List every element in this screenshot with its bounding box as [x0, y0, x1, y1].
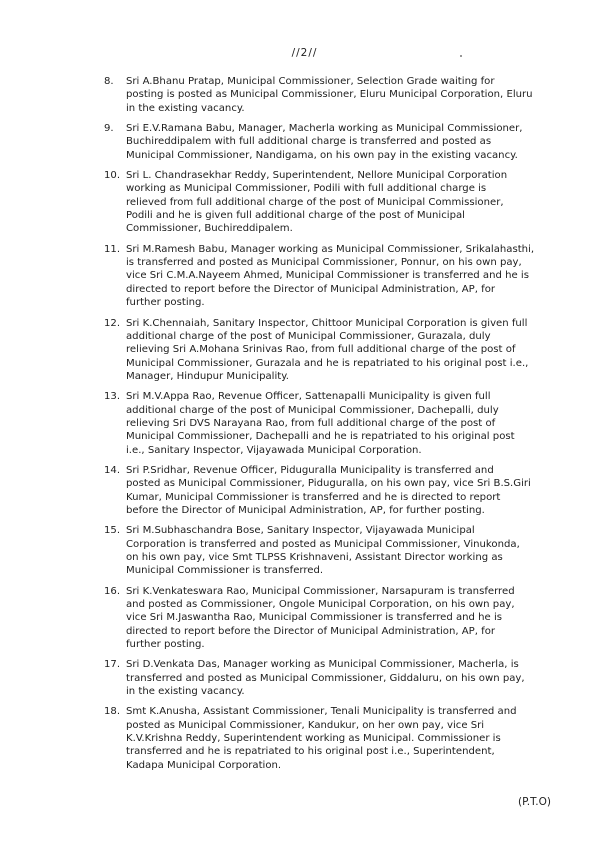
order-item	[0, 464, 609, 517]
item-text: Sri E.V.Ramana Babu, Manager, Macherla working as Municipal Commissioner, Buchireddipalem with full additional charge is transferred and posted as Municipal Commissioner, Nandigama, on his own pay in the existing vacancy.	[126, 123, 523, 161]
item-number: 11.	[104, 243, 121, 255]
item-text: Sri L. Chandrasekhar Reddy, Superintendent, Nellore Municipal Corporation working as Municipal Commissioner, Podili with full additional charge is relieved from full additional charge of the post of Municipal Commissioner, Podili and he is given full additional charge of the post of Municipal Commissioner, Buchireddipalem.	[126, 170, 508, 235]
item-text: Sri K.Chennaiah, Sanitary Inspector, Chittoor Municipal Corporation is given full additional charge of the post of Municipal Commissioner, Gurazala, duly relieving Sri A.Mohana Srinivas Rao, from full additional charge of the post of Municipal Commissioner, Gurazala and he is repatriated to his original post i.e., Manager, Hindupur Municipality.	[126, 317, 529, 382]
order-item	[0, 390, 609, 457]
item-text: Smt K.Anusha, Assistant Commissioner, Tenali Municipality is transferred and posted as Municipal Commissioner, Kandukur, on her own pay, vice Sri K.V.Krishna Reddy, Superintendent working as Municipal. Commissioner is transferred and he is repatriated to his original post i.e., Superintendent, Kadapa Municipal Corporation.	[126, 706, 517, 771]
page-number: //2//	[291, 47, 318, 59]
scan-speck	[460, 55, 462, 57]
item-text: Sri K.Venkateswara Rao, Municipal Commissioner, Narsapuram is transferred and posted as Commissioner, Ongole Municipal Corporation, on his own pay, vice Sri M.Jaswantha Rao, Municipal Commissioner is transferred and he is directed to report before the Director of Municipal Administration, AP, for further posting.	[126, 585, 515, 651]
item-text: Sri P.Sridhar, Revenue Officer, Piduguralla Municipality is transferred and posted as Municipal Commissioner, Piduguralla, on his own pay, vice Sri B.S.Giri Kumar, Municipal Commissioner is transferred and he is directed to report before the Director of Municipal Administration, AP, for further posting.	[126, 464, 531, 516]
item-number: 8.	[104, 76, 114, 87]
item-text: Sri M.V.Appa Rao, Revenue Officer, Sattenapalli Municipality is given full additional charge of the post of Municipal Commissioner, Dachepalli, duly relieving Sri DVS Narayana Rao, from full additional charge of the post of Municipal Commissioner, Dachepalli and he is repatriated to his original post i.e., Sanitary Inspector, Vijayawada Municipal Corporation.	[126, 391, 515, 456]
order-item	[0, 75, 609, 115]
pto-label: (P.T.O)	[518, 796, 551, 808]
item-number: 18.	[104, 706, 121, 718]
item-number: 17.	[104, 659, 121, 671]
order-item	[0, 524, 609, 577]
order-item	[0, 658, 609, 698]
order-item	[0, 317, 609, 384]
item-text: Sri D.Venkata Das, Manager working as Municipal Commissioner, Macherla, is transferred and posted as Municipal Commissioner, Giddaluru, on his own pay, in the existing vacancy.	[126, 659, 525, 698]
item-number: 16.	[104, 585, 121, 597]
item-text: Sri M.Ramesh Babu, Manager working as Municipal Commissioner, Srikalahasthi, is transferred and posted as Municipal Commissioner, Ponnur, on his own pay, vice Sri C.M.A.Nayeem Ahmed, Municipal Commissioner is transferred and he is directed to report before the Director of Municipal Administration, AP, for further posting.	[126, 243, 535, 309]
item-number: 14.	[104, 464, 121, 476]
item-number: 12.	[104, 317, 121, 329]
item-number: 15.	[104, 525, 121, 537]
order-item	[0, 705, 609, 772]
order-item	[0, 585, 609, 652]
item-number: 13.	[104, 391, 121, 403]
item-number: 10.	[104, 170, 121, 182]
item-text: Sri A.Bhanu Pratap, Municipal Commissioner, Selection Grade waiting for posting is posted as Municipal Commissioner, Eluru Municipal Corporation, Eluru in the existing vacancy.	[126, 76, 533, 114]
item-text: Sri M.Subhaschandra Bose, Sanitary Inspector, Vijayawada Municipal Corporation is transferred and posted as Municipal Commissioner, Vinukonda, on his own pay, vice Smt TLPSS Krishnaveni, Assistant Director working as Municipal Commissioner is transferred.	[126, 525, 520, 577]
order-item	[0, 169, 609, 236]
order-item	[0, 122, 609, 162]
order-item	[0, 243, 609, 310]
item-number: 9.	[104, 123, 114, 135]
order-items	[0, 75, 609, 779]
